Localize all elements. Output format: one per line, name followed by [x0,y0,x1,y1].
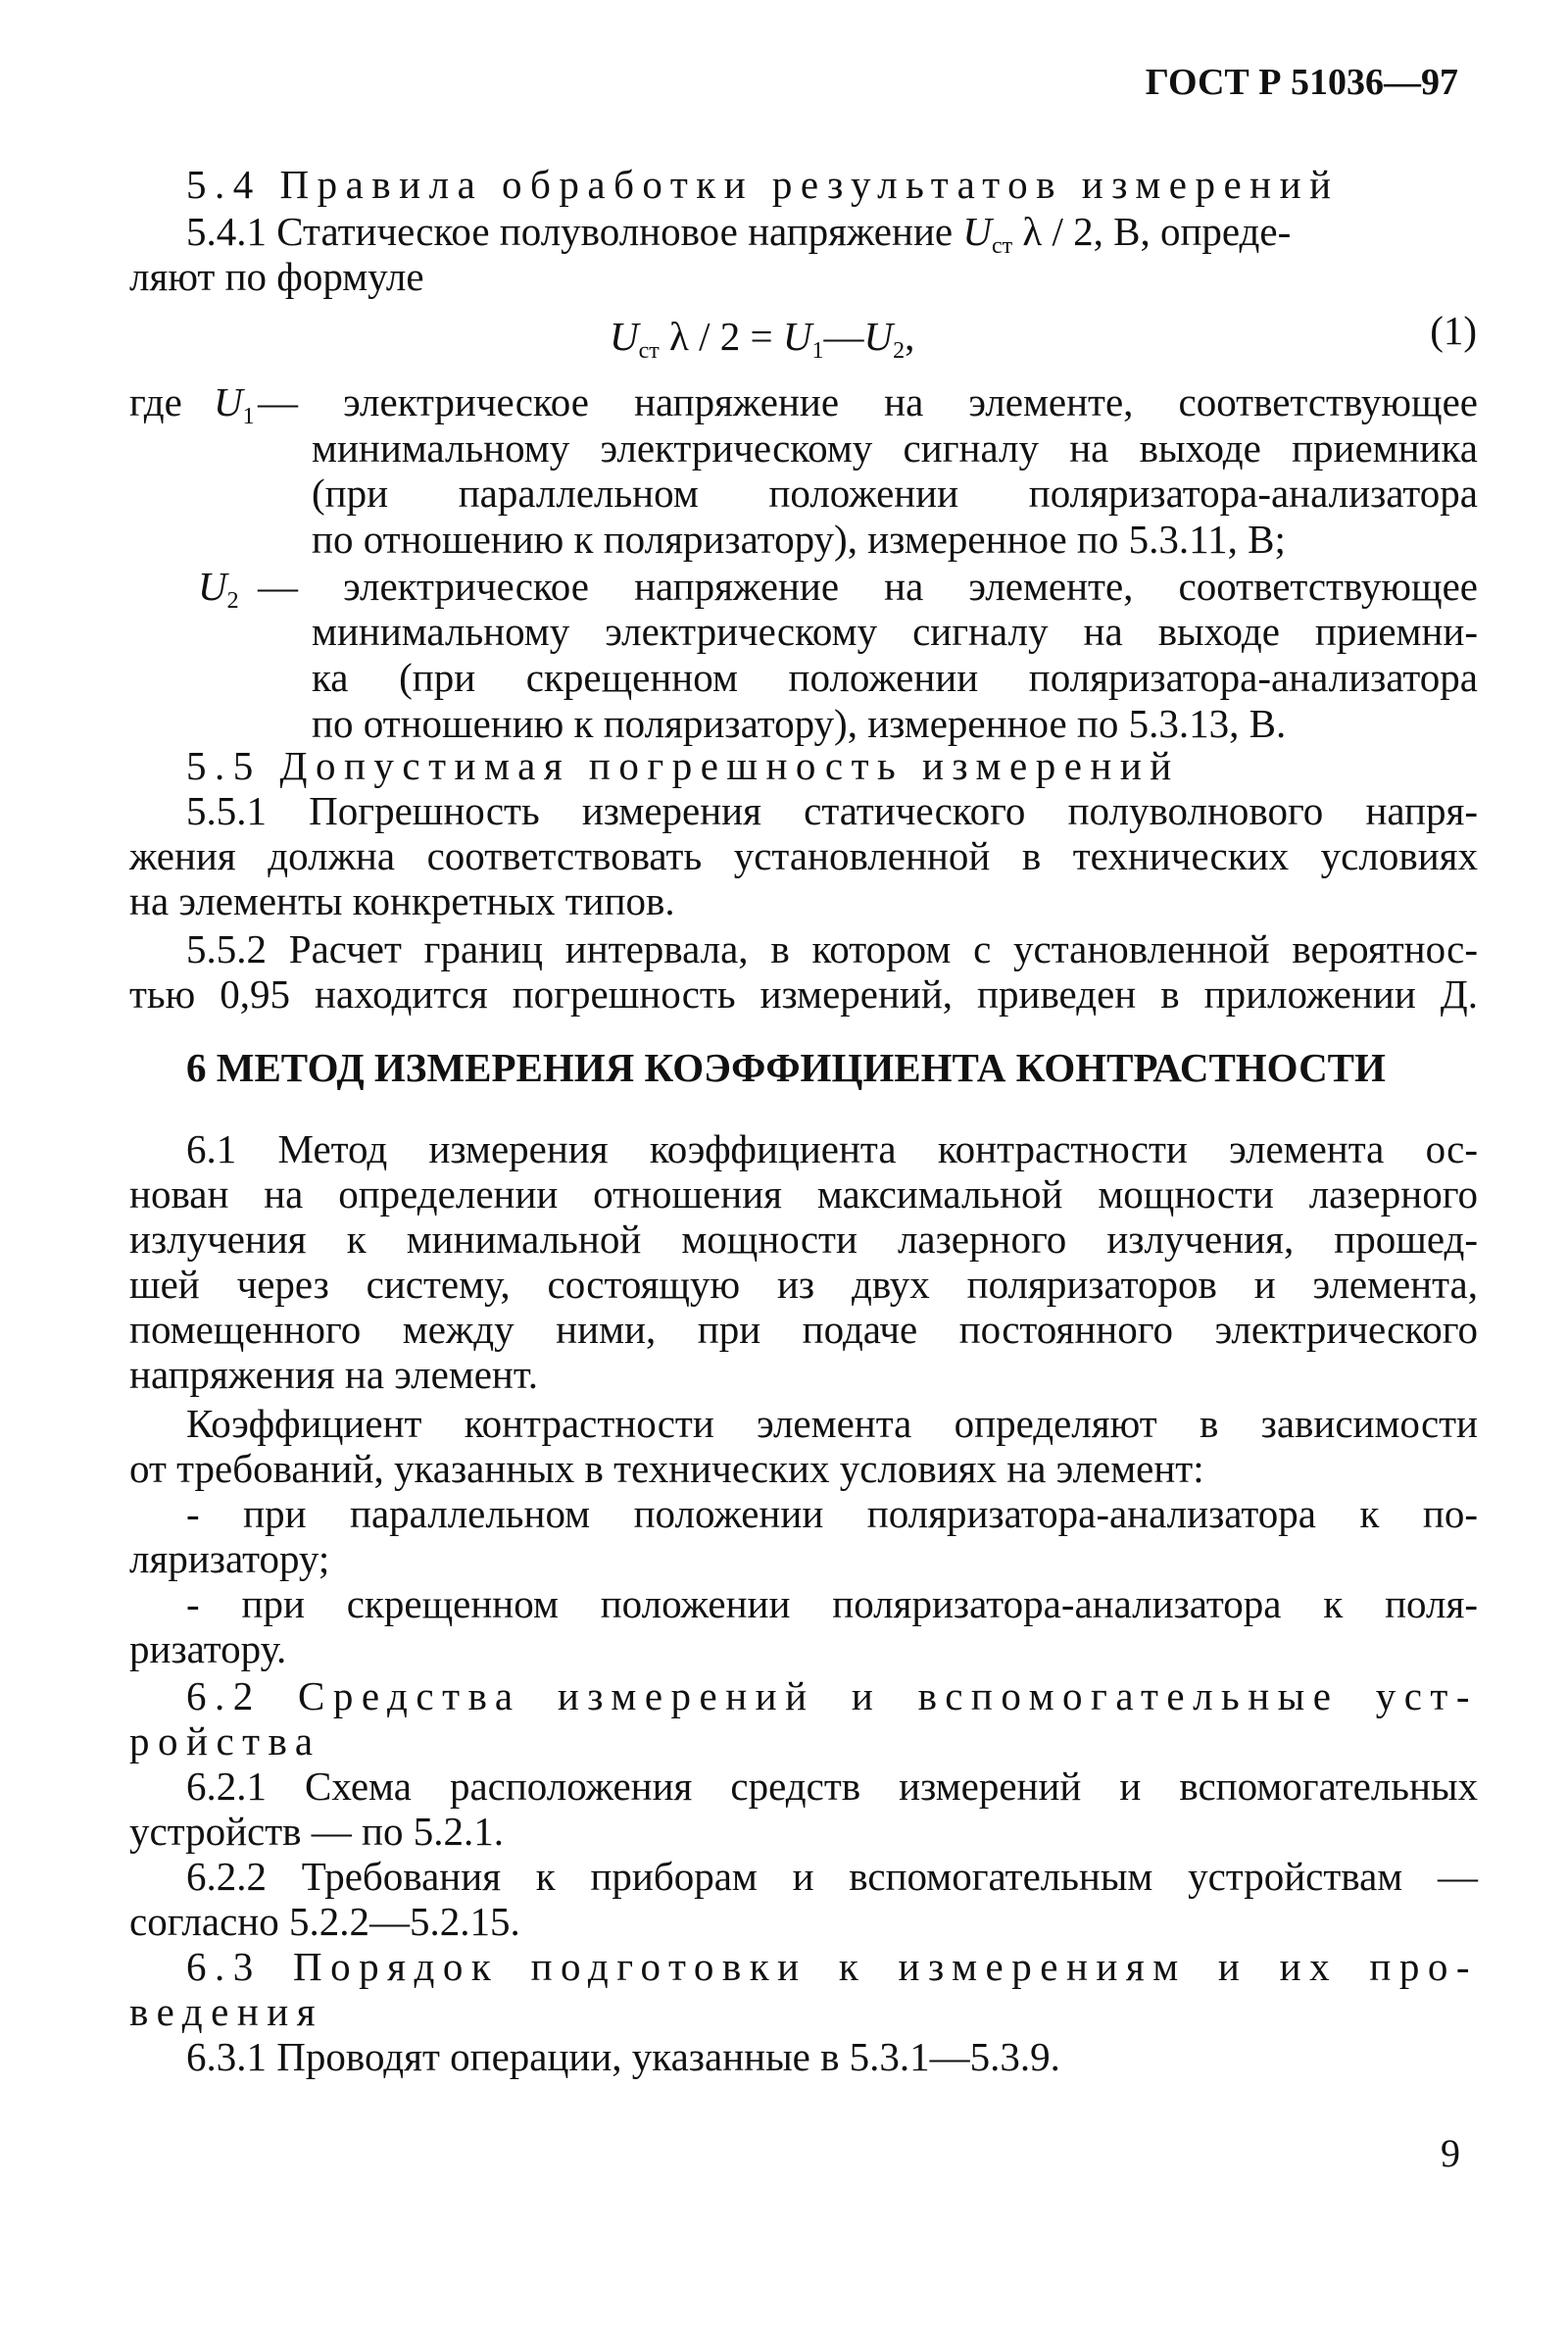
where-u1-line-3: (при параллельном положении поляризатора-анализатора [312,471,1478,516]
section-6-heading: 6 МЕТОД ИЗМЕРЕНИЯ КОЭФФИЦИЕНТА КОНТРАСТНОСТИ [186,1045,1386,1090]
bullet-crossed-line-1: - при скрещенном положении поляризатора-анализатора к поля- [186,1581,1478,1626]
where-u1-line-4: по отношению к поляризатору), измеренное по 5.3.11, В; [312,517,1286,562]
formula-u: U [610,314,639,359]
u-st-subscript: ст [991,233,1013,259]
para-6-2-2-line-2: согласно 5.2.2—5.2.15. [129,1899,520,1944]
standard-header: ГОСТ Р 51036—97 [1145,62,1458,103]
where-u1-line-1: — электрическое напряжение на элементе, соответствующее [258,379,1478,424]
para-5-4-1-lead-tail: λ / 2, В, опреде- [1012,209,1292,254]
formula-number: (1) [1430,308,1477,353]
where-u2-line-2: минимальному электрическому сигналу на выходе приемни- [312,609,1478,654]
formula-u1-sub: 1 [811,338,824,364]
para-6-2-2-line-1: 6.2.2 Требования к приборам и вспомогательным устройствам — [186,1854,1478,1899]
where-u2-line-4: по отношению к поляризатору), измеренное по 5.3.13, В. [312,701,1287,746]
bullet-parallel-line-1: - при параллельном положении поляризатора-анализатора к по- [186,1491,1478,1536]
section-6-2-heading-line-2: ройства [129,1718,321,1764]
para-6-2-1-line-2: устройств — по 5.2.1. [129,1809,504,1854]
para-5-5-1-line-2: жения должна соответствовать установленной в технических условиях [129,833,1478,878]
para-6-1-line-1: 6.1 Метод измерения коэффициента контрастности элемента ос- [186,1126,1478,1171]
para-6-3-1: 6.3.1 Проводят операции, указанные в 5.3.1—5.3.9. [186,2034,1060,2079]
u-st-symbol: U [962,209,992,254]
para-coeff-line-2: от требований, указанных в технических условиях на элемент: [129,1446,1204,1491]
para-5-5-1-line-3: на элементы конкретных типов. [129,878,675,923]
where-u2-line-3: ка (при скрещенном положении поляризатора-анализатора [312,655,1478,700]
para-6-1-line-3: излучения к минимальной мощности лазерного излучения, прошед- [129,1217,1478,1262]
where-u1-line-2: минимальному электрическому сигналу на выходе приемника [312,425,1478,471]
u2-symbol: U [198,564,227,609]
para-6-2-1-line-1: 6.2.1 Схема расположения средств измерений и вспомогательных [186,1764,1478,1809]
bullet-parallel-line-2: ляризатору; [129,1536,330,1581]
u2-subscript: 2 [226,588,239,614]
where-word: где [129,379,182,424]
page-number: 9 [1441,2131,1460,2175]
para-coeff-line-1: Коэффициент контрастности элемента определяют в зависимости [186,1401,1478,1446]
formula-u2: U [863,314,894,359]
formula-tail: , [905,314,915,359]
para-6-1-line-5: помещенного между ними, при подаче постоянного электрического [129,1307,1478,1352]
bullet-crossed-line-2: ризатору. [129,1626,287,1671]
section-6-3-heading-line-1: 6.3 Порядок подготовки к измерениям и их про- [186,1944,1478,1989]
para-5-4-1-line-2: ляют по формуле [129,254,424,299]
where-u2-line-1: — электрическое напряжение на элементе, соответствующее [258,564,1478,609]
para-5-5-1-line-1: 5.5.1 Погрешность измерения статического полуволнового напря- [186,788,1478,833]
u1-symbol: U [214,379,243,424]
para-5-4-1-lead: 5.4.1 Статическое полуволновое напряжение [186,209,963,254]
where-u2-symbol [198,564,239,614]
where-u1-symbol [214,379,255,429]
section-5-4-heading: 5.4 Правила обработки результатов измерений [186,162,1340,207]
para-5-4-1-line-1 [186,209,1478,259]
para-6-1-line-2: нован на определении отношения максимальной мощности лазерного [129,1171,1478,1217]
formula-u-sub: ст [638,338,660,364]
section-6-2-heading-line-1: 6.2 Средства измерений и вспомогательные уст- [186,1673,1478,1718]
formula [610,314,915,364]
para-6-1-line-4: шей через систему, состоящую из двух поляризаторов и элемента, [129,1262,1478,1307]
formula-dash: — [823,314,864,359]
formula-mid: λ / 2 = [659,314,783,359]
para-5-5-2-line-2: тью 0,95 находится погрешность измерений, приведен в приложении Д. [129,971,1478,1017]
formula-u1: U [782,314,812,359]
u1-subscript: 1 [242,404,255,429]
para-6-1-line-6: напряжения на элемент. [129,1352,538,1397]
section-5-5-heading: 5.5 Допустимая погрешность измерений [186,743,1180,788]
section-6-3-heading-line-2: ведения [129,1989,324,2034]
formula-u2-sub: 2 [893,338,906,364]
para-5-5-2-line-1: 5.5.2 Расчет границ интервала, в котором с установленной вероятнос- [186,926,1478,971]
